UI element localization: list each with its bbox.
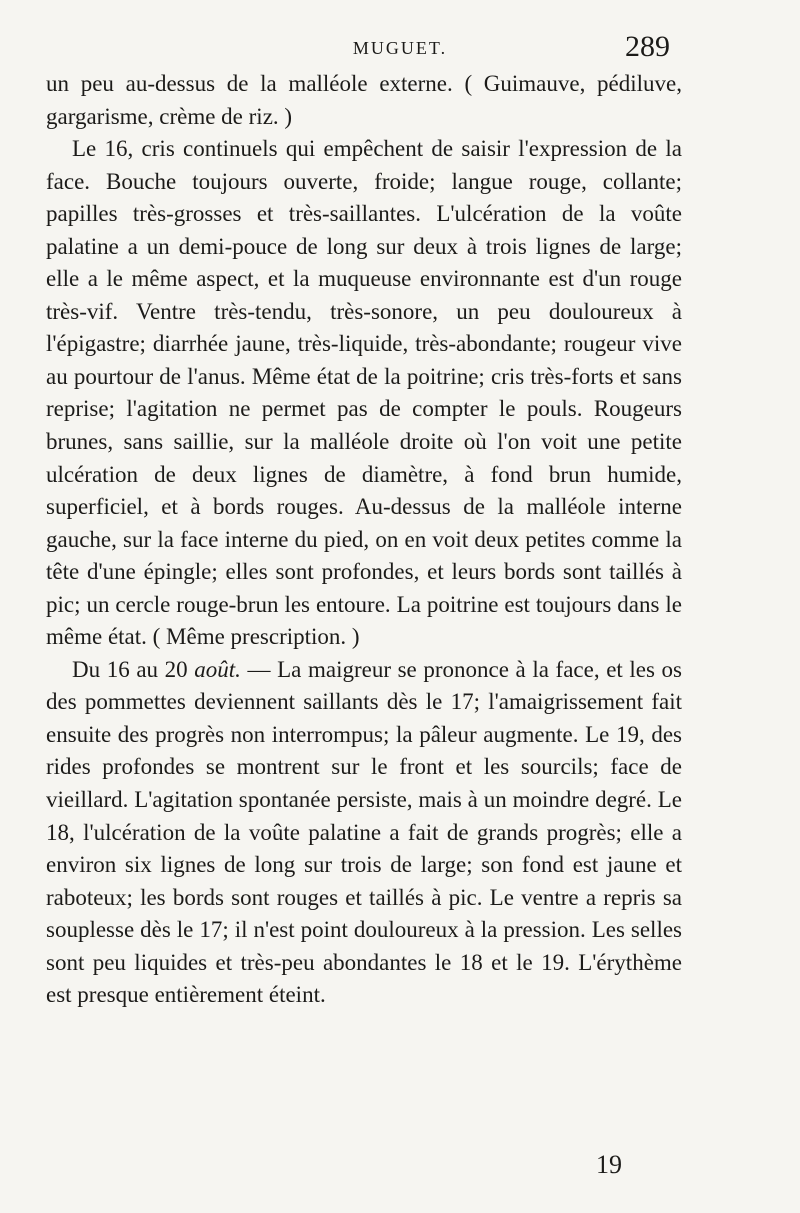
signature-mark: 19 — [596, 1150, 622, 1179]
paragraph-16-to-20-august — [46, 654, 682, 1012]
paragraph-lead: Du 16 au 20 — [72, 656, 195, 682]
running-title: MUGUET. — [352, 38, 448, 58]
running-head — [30, 30, 770, 70]
body-text — [46, 68, 682, 1012]
paragraph-body: — La maigreur se prononce à la face, et les os des pommettes deviennent saillants dès le 17; l'amaigrissement fait ensuite des progrès non interrompus; la pâleur augmente. Le 19, des rides profondes se montrent sur le front et les sourcils; face de vieillard. L'agitation spontanée persiste, mais à un moindre degré. Le 18, l'ulcération de la voûte palatine a fait de grands progrès; elle a environ six lignes de long sur trois de large; son fond est jaune et raboteux; les bords sont rouges et taillés à pic. Le ventre a repris sa souplesse dès le 17; il n'est point douloureux à la pression. Les selles sont peu liquides et très-peu abondantes le 18 et le 19. L'érythème est presque entièrement éteint. — [46, 656, 682, 1008]
paragraph-continuation: un peu au-dessus de la malléole externe. ( Guimauve, pédiluve, gargarisme, crème de riz. ) — [46, 71, 682, 129]
page-number: 289 — [625, 30, 670, 63]
paragraph-day-16: Le 16, cris continuels qui empêchent de saisir l'expression de la face. Bouche toujours ouverte, froide; langue rouge, collante; papilles très-grosses et très-saillantes. L'ulcération de la voûte palatine a un demi-pouce de long sur deux à trois lignes de large; elle a le même aspect, et la muqueuse environnante est d'un rouge très-vif. Ventre très-tendu, très-sonore, un peu douloureux à l'épigastre; diarrhée jaune, très-liquide, très-abondante; rougeur vive au pourtour de l'anus. Même état de la poitrine; cris très-forts et sans reprise; l'agitation ne permet pas de compter le pouls. Rougeurs brunes, sans saillie, sur la malléole droite où l'on voit une petite ulcération de deux lignes de diamètre, à fond brun humide, superficiel, et à bords rouges. Au-dessus de la malléole interne gauche, sur la face interne du pied, on en voit deux petites comme la tête d'une épingle; elles sont profondes, et leurs bords sont taillés à pic; un cercle rouge-brun les entoure. La poitrine est toujours dans le même état. ( Même prescription. ) — [46, 136, 682, 650]
month-emphasis: août. — [194, 656, 241, 682]
